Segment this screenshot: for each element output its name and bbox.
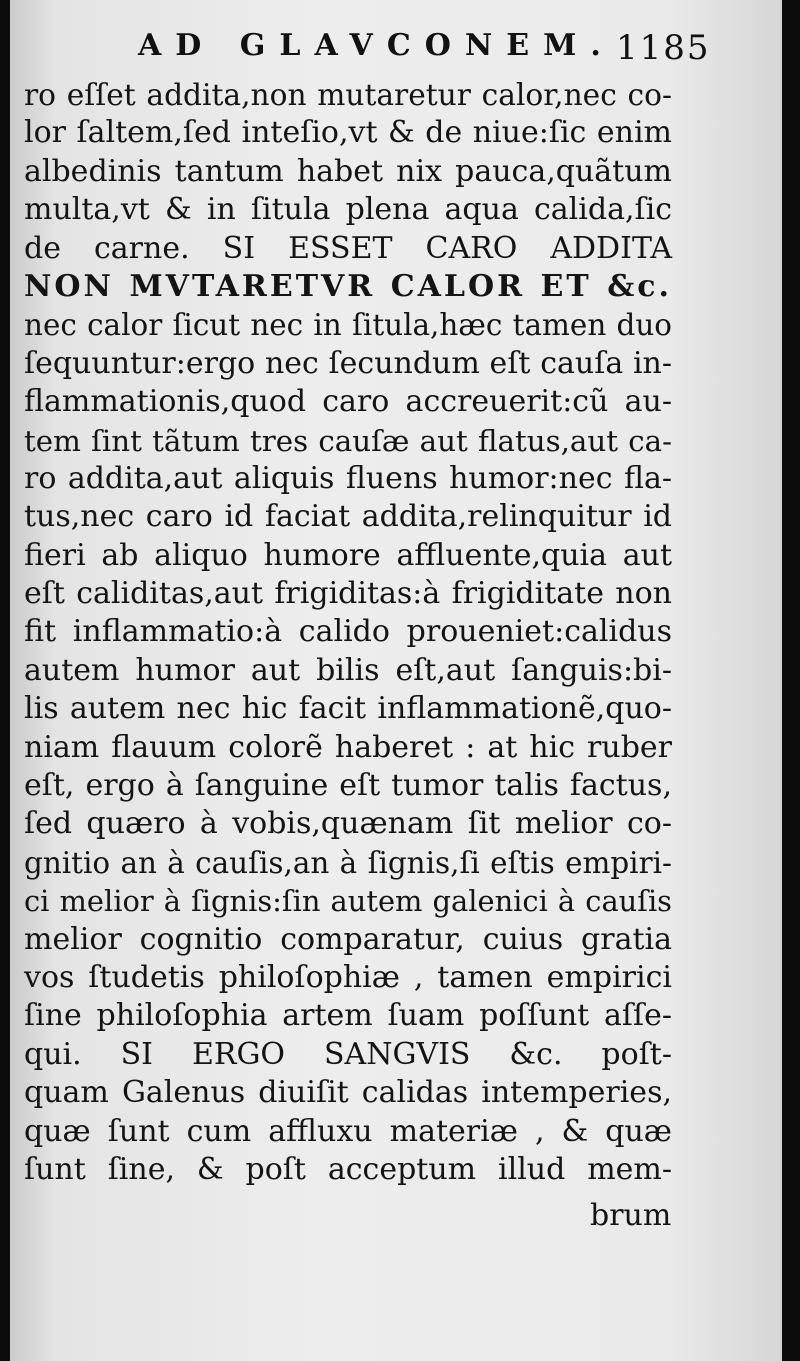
text-line: ſequuntur:ergo nec ſecundum eſt cauſa in-: [24, 345, 672, 381]
text-line: ro eſſet addita,non mutaretur calor,nec co-: [24, 77, 672, 112]
text-line: ſunt ſine, & poſt acceptum illud mem-: [24, 1151, 672, 1187]
text-line: albedinis tantum habet nix pauca,quãtum: [24, 153, 672, 189]
book-page: [10, 0, 782, 1361]
catchword: brum: [590, 1198, 672, 1233]
text-line: ro addita,aut aliquis fluens humor:nec fla-: [24, 460, 672, 496]
text-line: fieri ab aliquo humore affluente,quia aut: [24, 537, 672, 573]
text-line: autem humor aut bilis eſt,aut ſanguis:bi-: [24, 652, 672, 688]
text-line: NON MVTARETVR CALOR ET &c.: [24, 268, 672, 304]
text-line: ſine philoſophia artem ſuam poſſunt aſſe-: [24, 998, 672, 1034]
text-line: fit inflammatio:à calido proueniet:calidus: [24, 614, 672, 650]
text-line: eſt caliditas,aut frigiditas:à frigiditate non: [24, 576, 672, 612]
text-line: quæ ſunt cum affluxu materiæ , & quæ: [24, 1113, 672, 1149]
text-line: gnitio an à cauſis,an à ſignis,ſi eſtis empiri-: [24, 845, 672, 880]
text-line: niam flauum colorẽ haberet : at hic ruber: [24, 729, 672, 765]
page-number: 1185: [616, 28, 711, 68]
text-line: de carne. SI ESSET CARO ADDITA: [24, 230, 672, 266]
running-title: AD GLAVCONEM.: [138, 28, 615, 63]
text-line: quam Galenus diuiſit calidas intemperies,: [24, 1075, 672, 1111]
running-head: [10, 24, 782, 74]
text-line: lor ſaltem,ſed inteſio,vt & de niue:ſic enim: [24, 115, 672, 151]
body-text: [24, 76, 672, 1189]
text-line: multa,vt & in ſitula plena aqua calida,ſic: [24, 192, 672, 228]
text-line: melior cognitio comparatur, cuius gratia: [24, 921, 672, 957]
text-line: vos ſtudetis philoſophiæ , tamen empirici: [24, 959, 672, 995]
text-line: ci melior à ſignis:ſin autem galenici à cauſis: [24, 884, 672, 919]
text-line: tem ſint tãtum tres cauſæ aut flatus,aut ca-: [24, 423, 672, 458]
text-line: qui. SI ERGO SANGVIS &c. poſt-: [24, 1036, 672, 1072]
text-line: ſed quæro à vobis,quænam ſit melior co-: [24, 806, 672, 842]
text-line: nec calor ſicut nec in ſitula,hæc tamen duo: [24, 308, 672, 343]
text-line: tus,nec caro id faciat addita,relinquitur id: [24, 499, 672, 535]
text-line: flammationis,quod caro accreuerit:cũ au-: [24, 384, 672, 420]
text-line: lis autem nec hic facit inflammationẽ,quo-: [24, 691, 672, 727]
text-line: eſt, ergo à ſanguine eſt tumor talis factus,: [24, 768, 672, 804]
